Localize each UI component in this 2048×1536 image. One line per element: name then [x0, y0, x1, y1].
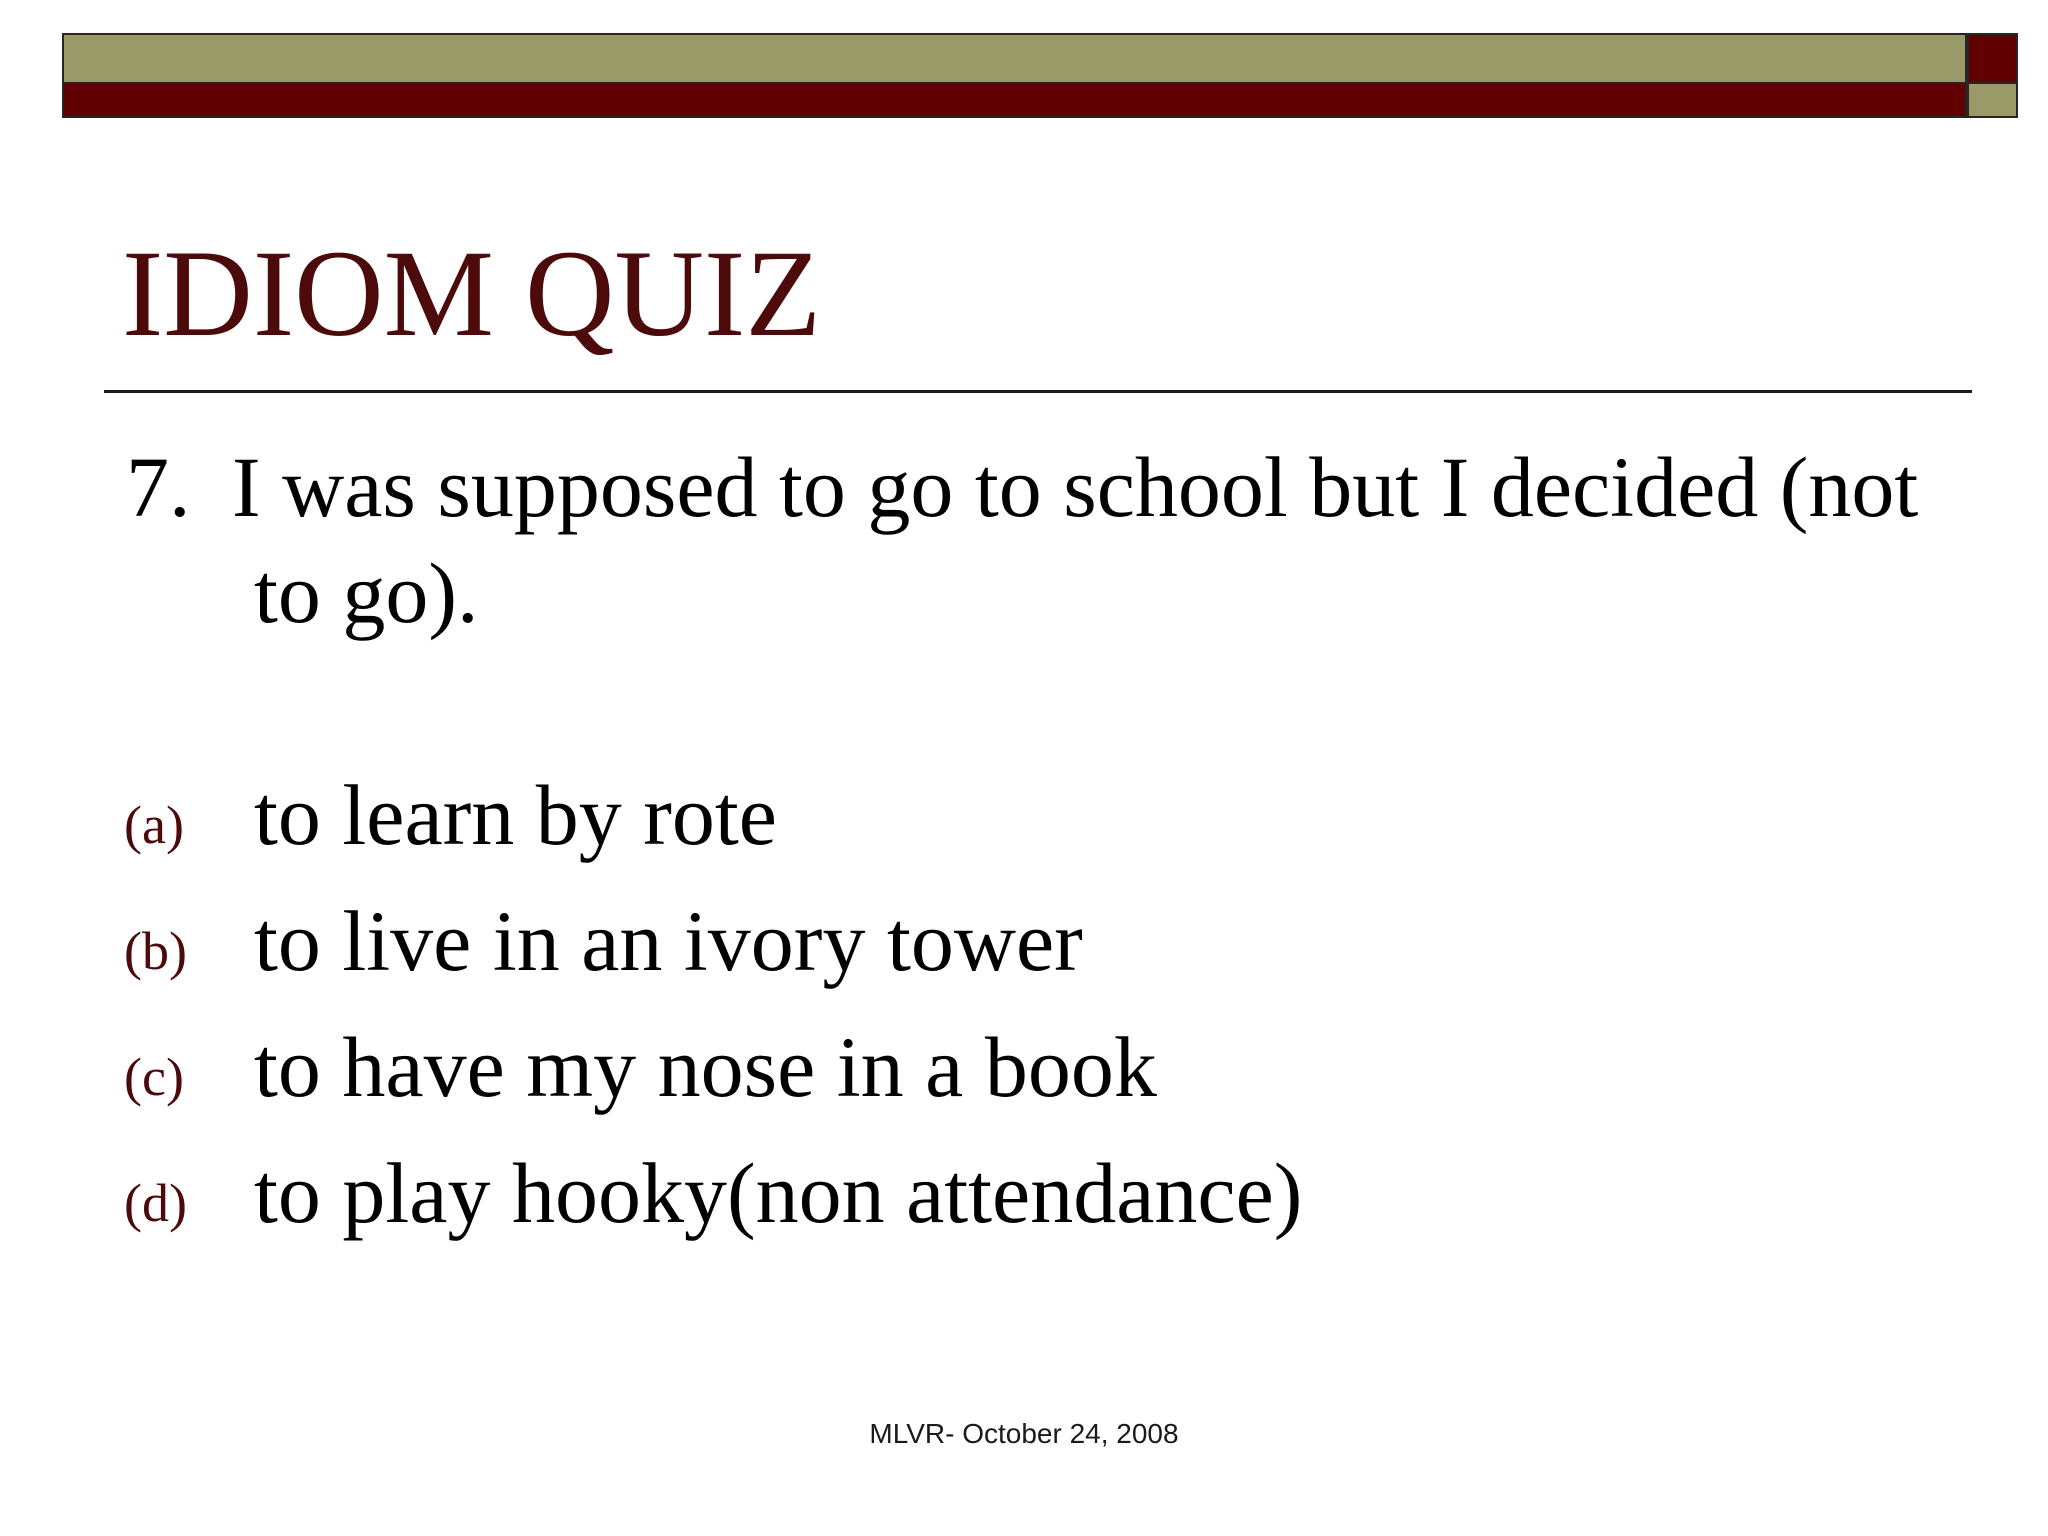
option-a — [124, 762, 1924, 888]
header-bar-maroon — [62, 84, 1967, 118]
slide-footer: MLVR- October 24, 2008 — [869, 1418, 1179, 1449]
header-square-maroon — [1967, 33, 2018, 84]
option-text: to play hooky(non attendance) — [254, 1145, 1303, 1241]
option-text: to learn by rote — [254, 767, 777, 863]
question-text: I was supposed to go to school but I decided (not to go). — [232, 439, 1919, 641]
question-number: 7. — [126, 439, 191, 535]
option-text: to have my nose in a book — [254, 1019, 1157, 1115]
option-letter: (d) — [124, 1173, 187, 1233]
slide-title: IDIOM QUIZ — [122, 225, 822, 362]
option-d — [124, 1140, 1924, 1266]
title-divider — [104, 390, 1972, 393]
answer-options — [124, 762, 1924, 1266]
option-c — [124, 1014, 1924, 1140]
header-square-olive — [1967, 84, 2018, 118]
option-letter: (b) — [124, 921, 187, 981]
option-b — [124, 888, 1924, 1014]
option-letter: (a) — [124, 795, 184, 855]
option-text: to live in an ivory tower — [254, 893, 1083, 989]
question — [126, 434, 1986, 646]
header-bar-olive — [62, 33, 1967, 84]
option-letter: (c) — [124, 1047, 184, 1107]
